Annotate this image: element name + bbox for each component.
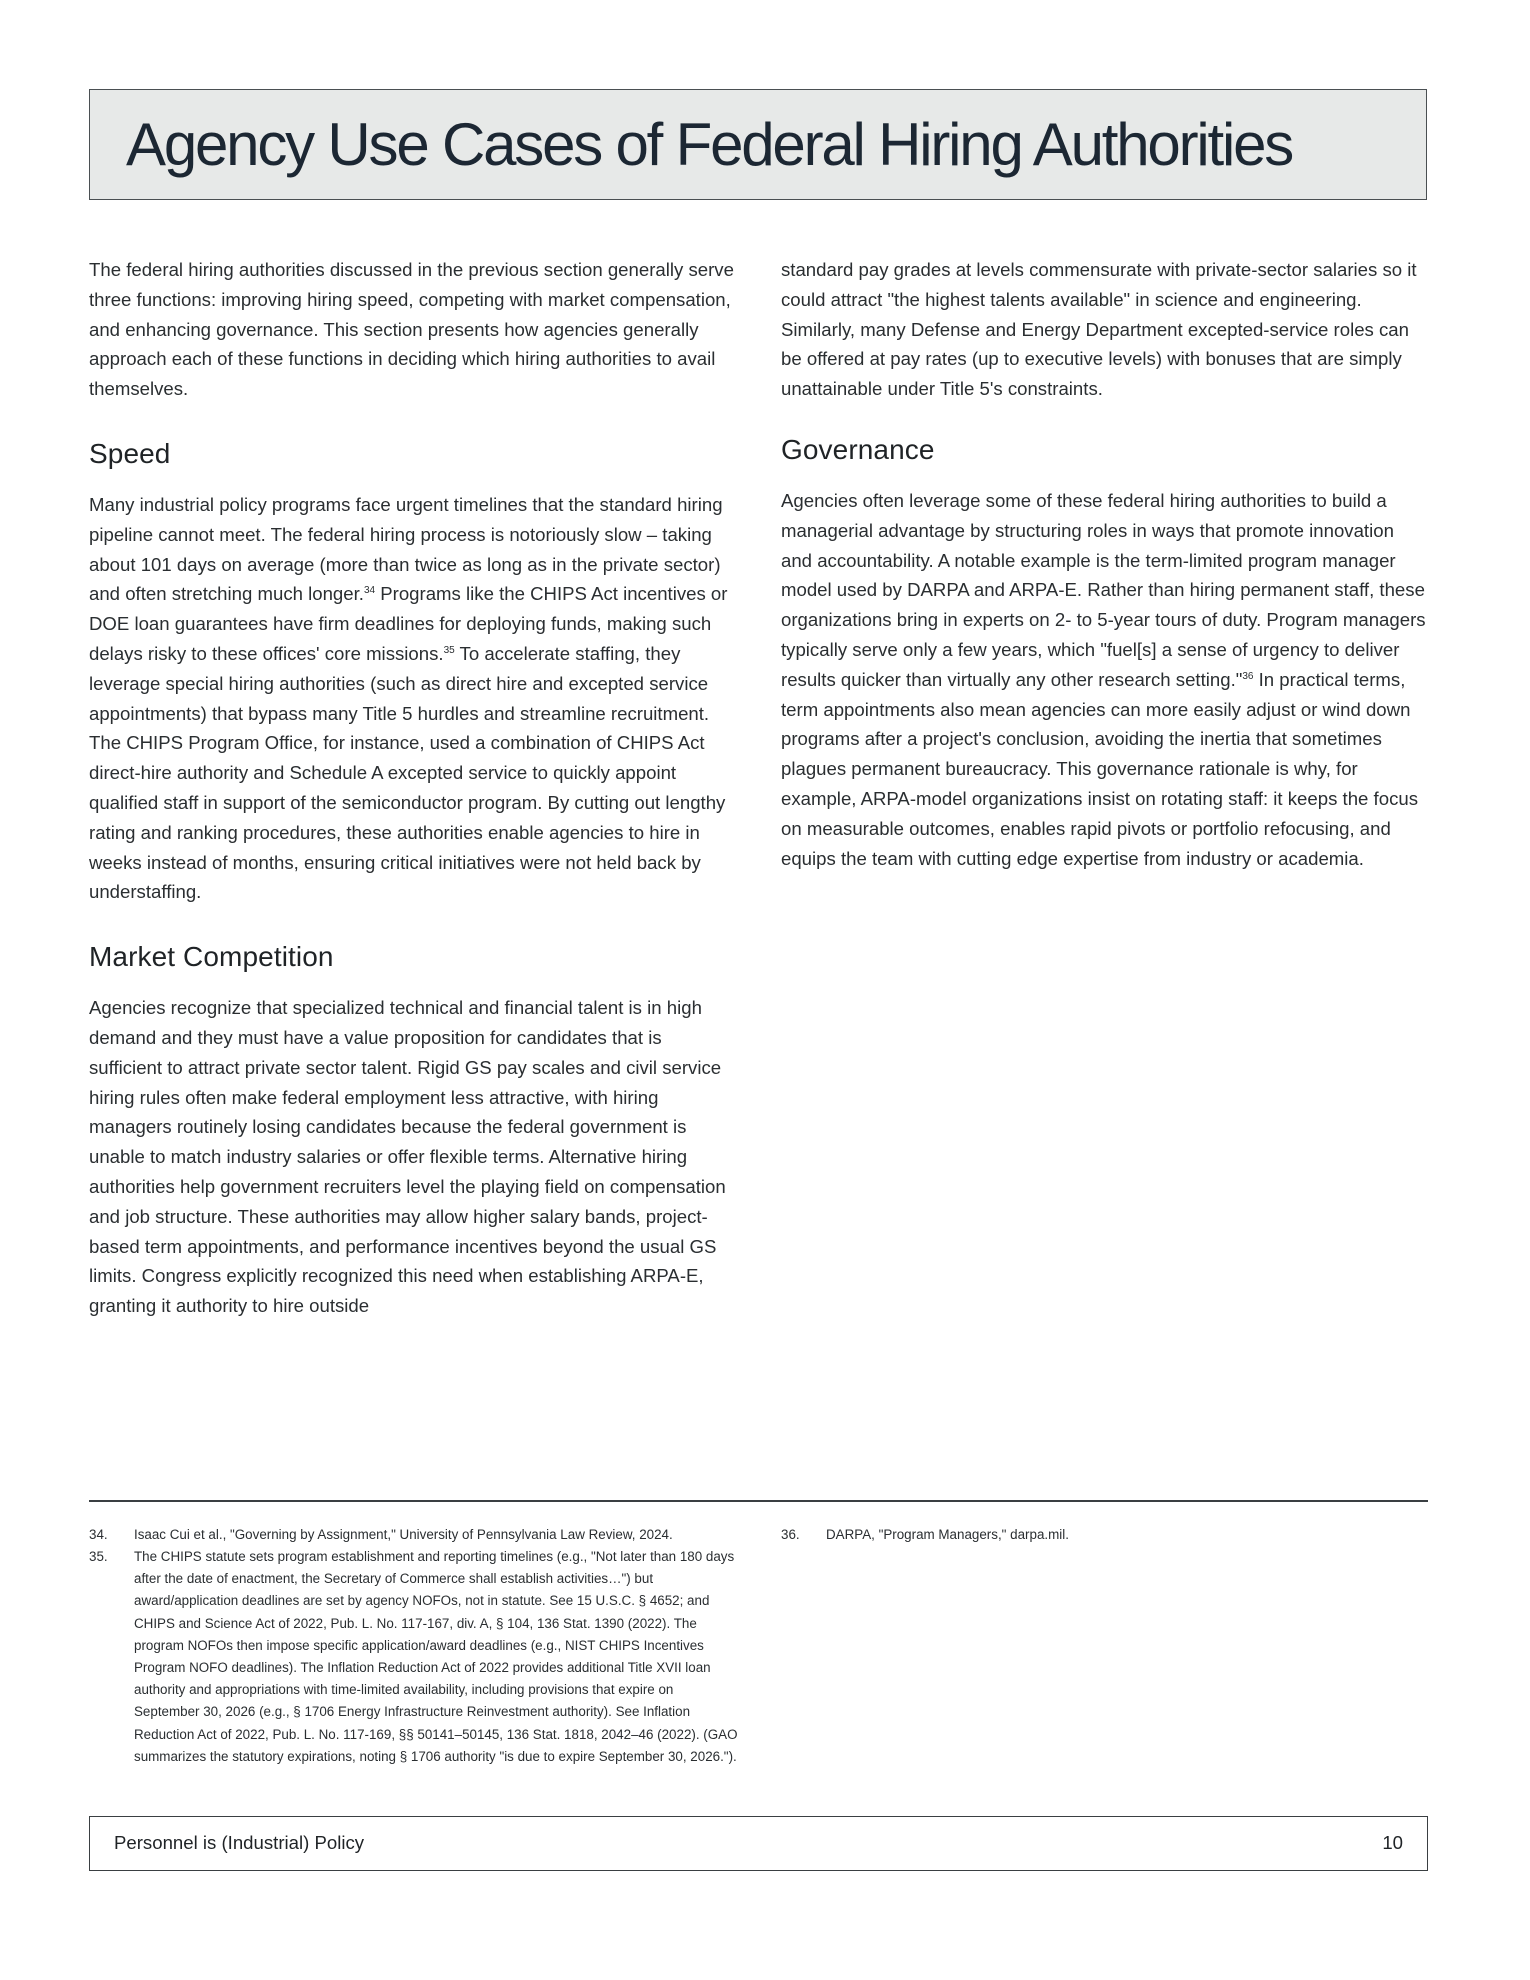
footnote-number: 36.: [781, 1527, 800, 1542]
footnote-text: Isaac Cui et al., "Governing by Assignment," University of Pennsylvania Law Review, 2024.: [134, 1527, 673, 1542]
left-column: [89, 255, 734, 1321]
speed-paragraph: [89, 490, 734, 907]
footnote-ref-34[interactable]: 34: [363, 585, 376, 597]
continuation-paragraph: standard pay grades at levels commensurate with private-sector salaries so it could attract "the highest talents available" in science and engineering. Similarly, many Defense and Energy Department excepted-service roles can be offered at pay rates (up to executive levels) with bonuses that are simply unattainable under Title 5's constraints.: [781, 259, 1417, 400]
footnote-34: [89, 1524, 739, 1546]
market-heading: Market Competition: [89, 941, 334, 973]
footnote-36: [781, 1524, 1426, 1546]
page-number: 10: [1382, 1832, 1403, 1853]
footnote-number: 34.: [89, 1527, 108, 1542]
footnote-number: 35.: [89, 1549, 108, 1564]
governance-heading: Governance: [781, 433, 935, 465]
page-footer: [89, 1816, 1428, 1871]
footer-title: Personnel is (Industrial) Policy: [114, 1832, 365, 1853]
speed-text-2: Programs like the CHIPS Act incentives or DOE loan guarantees have firm deadlines for deploying funds, making such delays risky to these offices' core missions.: [89, 583, 728, 664]
speed-text-3: To accelerate staffing, they leverage special hiring authorities (such as direct hire and excepted service appointments) that bypass many Title 5 hurdles and streamline recruitment. The CHIPS Program Office, for instance, used a combination of CHIPS Act direct-hire authority and Schedule A excepted service to quickly appoint qualified staff in support of the semiconductor program. By cutting out lengthy rating and ranking procedures, these authorities enable agencies to hire in weeks instead of months, ensuring critical initiatives were not held back by understaffing.: [89, 642, 726, 903]
gov-text-2: In practical terms, term appointments also mean agencies can more easily adjust or wind down programs after a project's conclusion, avoiding the inertia that sometimes plagues permanent bureaucracy. This governance rationale is why, for example, ARPA-model organizations insist on rotating staff: it keeps the focus on measurable outcomes, enables rapid pivots or portfolio refocusing, and equips the team with cutting edge expertise from industry or academia.: [781, 668, 1418, 869]
footnote-ref-35[interactable]: 35: [443, 644, 455, 656]
right-column: [781, 255, 1429, 873]
footnote-ref-36[interactable]: 36: [1242, 670, 1254, 682]
governance-paragraph: [781, 486, 1429, 873]
market-paragraph: Agencies recognize that specialized technical and financial talent is in high demand and they must have a value proposition for candidates that is sufficient to attract private sector talent. Rigid GS pay scales and civil service hiring rules often make federal employment less attractive, with hiring managers routinely losing candidates because the federal government is unable to match industry salaries or offer flexible terms. Alternative hiring authorities help government recruiters level the playing field on compensation and job structure. These authorities may allow higher salary bands, project-based term appointments, and performance incentives beyond the usual GS limits. Congress explicitly recognized this need when establishing ARPA-E, granting it authority to hire outside: [89, 997, 726, 1317]
speed-heading: Speed: [89, 437, 171, 469]
footnote-text: DARPA, "Program Managers," darpa.mil.: [826, 1527, 1069, 1542]
speed-text-1: Many industrial policy programs face urgent timelines that the standard hiring pipeline cannot meet. The federal hiring process is notoriously slow – taking about 101 days on average (more than twice as long as in the private sector) and often stretching much longer.: [89, 493, 723, 605]
footnote-divider: [89, 1500, 1428, 1502]
gov-text-1: Agencies often leverage some of these federal hiring authorities to build a managerial advantage by structuring roles in ways that promote innovation and accountability. A notable example is the term-limited program manager model used by DARPA and ARPA-E. Rather than hiring permanent staff, these organizations bring in experts on 2- to 5-year tours of duty. Program managers typically serve only a few years, which "fuel[s] a sense of urgency to deliver results quicker than virtually any other research setting.": [781, 489, 1426, 690]
footnote-35: [89, 1546, 739, 1768]
page-title: Agency Use Cases of Federal Hiring Authorities: [126, 111, 1293, 178]
intro-paragraph: The federal hiring authorities discussed in the previous section generally serve three functions: improving hiring speed, competing with market compensation, and enhancing governance. This section presents how agencies generally approach each of these functions in deciding which hiring authorities to avail themselves.: [89, 259, 734, 400]
footnote-text: The CHIPS statute sets program establishment and reporting timelines (e.g., "Not later than 180 days after the date of enactment, the Secretary of Commerce shall establish activities…") but award/application deadlines are set by agency NOFOs, not in statute. See 15 U.S.C. § 4652; and CHIPS and Science Act of 2022, Pub. L. No. 117-167, div. A, § 104, 136 Stat. 1390 (2022). The program NOFOs then impose specific application/award deadlines (e.g., NIST CHIPS Incentives Program NOFO deadlines). The Inflation Reduction Act of 2022 provides additional Title XVII loan authority and appropriations with time-limited availability, including provisions that expire on September 30, 2026 (e.g., § 1706 Energy Infrastructure Reinvestment authority). See Inflation Reduction Act of 2022, Pub. L. No. 117-169, §§ 50141–50145, 136 Stat. 1818, 2042–46 (2022). (GAO summarizes the statutory expirations, noting § 1706 authority "is due to expire September 30, 2026.").: [134, 1549, 738, 1764]
title-box: [89, 89, 1427, 200]
